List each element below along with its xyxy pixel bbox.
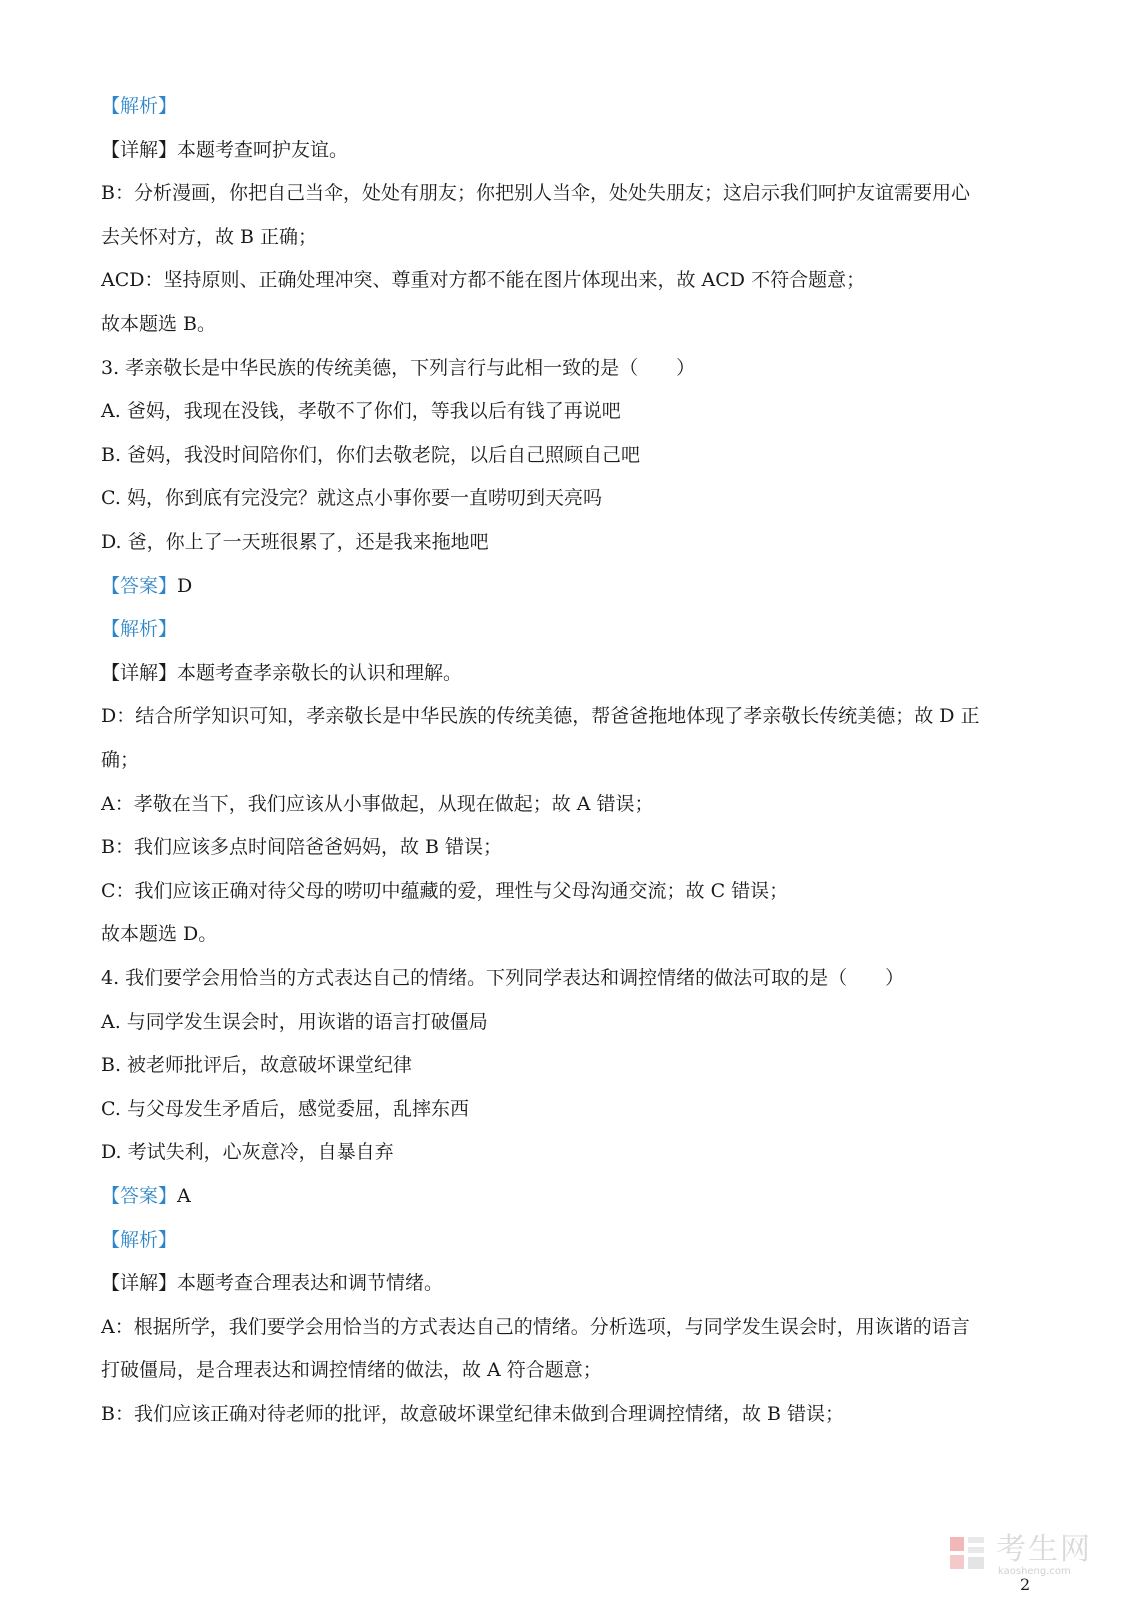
line-text: 3. 孝亲敬长是中华民族的传统美德，下列言行与此相一致的是（ ） [101,356,696,379]
text-line [101,965,1031,991]
text-line [101,267,1031,293]
line-text: A. 与同学发生误会时，用诙谐的语言打破僵局 [101,1010,488,1033]
text-line [101,93,1031,119]
section-tag: 【解析】 [101,95,178,117]
section-tag: 【解析】 [101,1228,178,1251]
section-tag: 【答案】 [101,574,178,597]
line-text: A：孝敬在当下，我们应该从小事做起，从现在做起；故 A 错误； [101,792,654,815]
text-line [101,180,1031,206]
text-line [101,616,1031,642]
line-text: B. 爸妈，我没时间陪你们，你们去敬老院，以后自己照顾自己吧 [101,443,641,466]
kaosheng-logo-icon [948,1533,988,1573]
line-text: B：分析漫画，你把自己当伞，处处有朋友；你把别人当伞，处处失朋友；这启示我们呵护友谊需要用心 [101,182,970,205]
text-line [101,137,1031,163]
text-line [101,442,1031,468]
text-line [101,834,1031,860]
line-text: 故本题选 D。 [101,923,218,946]
line-text: 去关怀对方，故 B 正确； [101,225,318,248]
line-text: ACD：坚持原则、正确处理冲突、尊重对方都不能在图片体现出来，故 ACD 不符合题意； [101,269,866,292]
line-text: 确； [101,749,140,771]
text-line [101,1183,1031,1209]
line-text: C. 妈，你到底有完没完？就这点小事你要一直唠叨到天亮吗 [101,487,602,510]
text-line [101,1009,1031,1035]
text-line [101,573,1031,599]
text-line [101,1357,1031,1383]
text-line [101,921,1031,947]
section-tag: 【答案】 [101,1185,178,1207]
text-line [101,398,1031,424]
text-line [101,1314,1031,1340]
section-tag: 【解析】 [101,618,178,641]
text-line [101,1227,1031,1253]
text-line [101,529,1031,555]
line-text: C：我们应该正确对待父母的唠叨中蕴藏的爱，理性与父母沟通交流；故 C 错误； [101,879,789,902]
line-text: D. 考试失利，心灰意冷，自暴自弃 [101,1141,394,1164]
text-line [101,1052,1031,1078]
watermark-domain: kaosheng.com [998,1566,1071,1577]
text-line [101,703,1031,729]
kaosheng-watermark [948,1533,1098,1581]
line-text: D. 爸，你上了一天班很累了，还是我来拖地吧 [101,531,489,553]
line-text: 【详解】本题考查孝亲敬长的认识和理解。 [101,661,463,684]
line-text: 故本题选 B。 [101,313,217,335]
text-line [101,355,1031,381]
text-line [101,224,1031,250]
text-line [101,791,1031,817]
text-line [101,878,1031,904]
line-text: A [177,1185,191,1207]
text-line [101,1270,1031,1296]
line-text: 【详解】本题考查合理表达和调节情绪。 [101,1272,444,1295]
line-text: 4. 我们要学会用恰当的方式表达自己的情绪。下列同学表达和调控情绪的做法可取的是（ ） [101,967,905,989]
text-line [101,660,1031,686]
line-text: D [177,574,193,597]
line-text: B：我们应该正确对待老师的批评，故意破坏课堂纪律未做到合理调控情绪，故 B 错误； [101,1403,845,1425]
text-line [101,1096,1031,1122]
text-line [101,485,1031,511]
line-text: B：我们应该多点时间陪爸爸妈妈，故 B 错误； [101,836,503,859]
line-text: 【详解】本题考查呵护友谊。 [101,138,349,161]
watermark-brand: 考生网 [996,1532,1092,1567]
page-number: 2 [1020,1575,1031,1594]
line-text: D：结合所学知识可知，孝亲敬长是中华民族的传统美德，帮爸爸拖地体现了孝亲敬长传统美德；故 D 正 [101,705,980,728]
line-text: 打破僵局，是合理表达和调控情绪的做法，故 A 符合题意； [101,1359,602,1382]
line-text: B. 被老师批评后，故意破坏课堂纪律 [101,1054,413,1077]
text-line [101,1139,1031,1165]
line-text: A. 爸妈，我现在没钱，孝敬不了你们，等我以后有钱了再说吧 [101,400,621,423]
line-text: C. 与父母发生矛盾后，感觉委屈，乱摔东西 [101,1097,469,1120]
text-line [101,747,1031,773]
text-line [101,311,1031,337]
line-text: A：根据所学，我们要学会用恰当的方式表达自己的情绪。分析选项，与同学发生误会时，用诙谐的语言 [101,1315,970,1338]
text-line [101,1401,1031,1427]
